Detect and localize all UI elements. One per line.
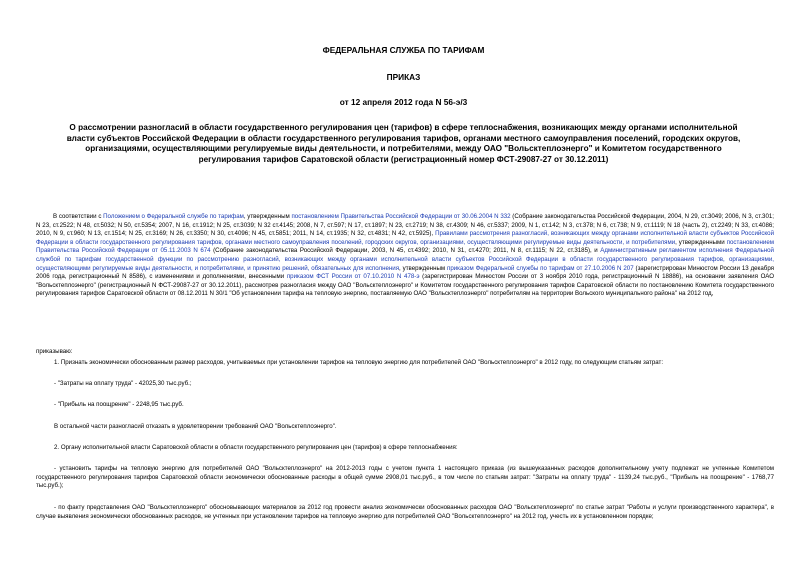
link-fst-order-207[interactable]: приказом Федеральной службы по тарифам от 27.10.2006 N 207 bbox=[447, 264, 634, 272]
order-item-profit-bonus: - "Прибыль на поощрение" - 2248,95 тыс.руб. bbox=[54, 401, 184, 408]
link-fst-order-478[interactable]: приказом ФСТ России от 07.10.2010 N 478-э bbox=[286, 273, 420, 281]
preamble-paragraph bbox=[36, 213, 774, 299]
link-dispute-rules[interactable]: Правилами рассмотрения разногласий, возникающих между органами исполнительной власти субъектов Российской Федерации в области государственного регулирования тарифов, органами местного самоуправления поселений, городских округов, организациями, осуществляющими регулируемые виды деятельности, и потребителями bbox=[36, 230, 775, 246]
link-government-resolution-332[interactable]: постановлением Правительства Российской Федерации от 30.06.2004 N 332 bbox=[291, 213, 511, 220]
document-date: от 12 апреля 2012 года N 56-э/3 bbox=[339, 97, 468, 107]
order-item-2: 2. Органу исполнительной власти Саратовской области в области государственного регулирования цен (тарифов) в сфере теплоснабжения: bbox=[54, 444, 458, 451]
order-item-analysis: - по факту представления ОАО "Вольсктеплоэнерго" обосновывающих материалов за 2012 год провести анализ экономически обоснованных расходов ОАО "Вольсктеплоэнерго" по статье затрат "Работы и услуги производственного характера", в случае выявления экономически обоснованных расходов, не учтенных при установлении тарифов на тепловую энергию для потребителей ОАО "Вольсктеплоэнерго" на 2012 год, учесть их в установленном порядке; bbox=[36, 504, 774, 520]
preamble-text-3: (Собрание законодательства Российской Федерации, 2004, N 29, ст.3049; 2006, N 3, ст.301; N 23, ст.2522; N 48, ст.5032; N 50, ст.5354; 2007, N 16, ст.1912; N 25, ст.3039; N 32 ст.4145; 2008, N 7, ст.597; N 17, ст.1897; N 23, ст.2719; N 38, ст.4309; N 46, ст.5337; 2009, N 1, ст.142; N 3, ст.378; N 6, ст.738; N 9, ст.1119; N 18 (часть 2), ст.2249; N 33, ст.4086; 2010, N 9, ст.960; N 13, ст.1514; N 25, ст.3169; N 26, ст.3350; N 30, ст.4096; N 45, ст.5851; 2011, N 14, ст.1935; N 32, ст.4831; N 42, ст.5925), bbox=[36, 213, 774, 238]
link-government-resolution-674[interactable]: постановлением Правительства Российской Федерации от 05.11.2003 N 674 bbox=[36, 238, 774, 255]
link-administrative-regulation[interactable]: Административным регламентом исполнения Федеральной службой по тарифам государственной функции по рассмотрению разногласий, возникающих между органами исполнительной власти субъектов Российской Федерации в области государственного регулирования тарифов, организациями, осуществляющими регулируемые виды деятельности, и потребителями, и принятию решений, обязательных для исполнения bbox=[36, 247, 774, 272]
document-type: ПРИКАЗ bbox=[386, 72, 421, 82]
orders-label: приказываю: bbox=[36, 348, 73, 355]
preamble-text-5: (Собрание законодательства Российской Федерации, 2003, N 45, ст.4392; 2010, N 31, ст.4270; 2011, N 8, ст.1115; N 22, ст.3185), и bbox=[210, 247, 601, 255]
preamble-text-6: , утвержденным bbox=[399, 264, 447, 272]
preamble-text-2: , утвержденным bbox=[243, 213, 292, 220]
preamble-text-1: В соответствии с bbox=[53, 213, 104, 220]
order-item-set-tariffs: - установить тарифы на тепловую энергию для потребителей ОАО "Вольсктеплоэнерго" на 2012-2013 годы с учетом пункта 1 настоящего приказа (из вышеуказанных расходов дополнительному учету подлежат не учтенные Комитетом государственного регулирования тарифов Саратовской области экономически обоснованные расходы в общей сумме 2908,01 тыс.руб., в том числе по статьям затрат: "Затраты на оплату труда" - 1139,24 тыс.руб., "Прибыль на поощрение" - 1768,77 тыс.руб.); bbox=[36, 465, 774, 490]
document-title: О рассмотрении разногласий в области государственного регулирования цен (тарифов) в сфере теплоснабжения, возникающих между органами исполнительной власти субъектов Российской Федерации в области государственного регулирования тарифов, органами местного самоуправления поселений, городских округов, организациями, осуществляющими регулируемые виды деятельности, и потребителями, между ОАО "Вольсктеплоэнерго" и Комитетом государственного регулирования тарифов Саратовской области (регистрационный номер ФСТ-29087-27 от 30.12.2011) bbox=[66, 123, 741, 164]
order-item-rejection: В остальной части разногласий отказать в удовлетворении требований ОАО "Вольсктеплоэнерго". bbox=[54, 423, 337, 430]
preamble-text-8: (зарегистрирован Минюстом России от 3 ноября 2010 года, регистрационный N 18886), на основании заявления ОАО "Вольсктеплоэнерго" (регистрационный N ФСТ-29087-27 от 30.12.2011), рассмотрев разногласия между ОАО "Вольсктеплоэнерго" и Комитетом государственного регулирования тарифов Саратовской области по постановлению Комитета государственного регулирования тарифов Саратовской области от 08.12.2011 N 30/1 "Об установлении тарифа на тепловую энергию, поставляемую ОАО "Вольсктеплоэнерго" потребителям на территории Вольского муниципального района" на 2012 год, bbox=[36, 273, 774, 298]
link-fst-regulation[interactable]: Положением о Федеральной службе по тарифам bbox=[103, 213, 244, 220]
preamble-text-4: , утвержденными bbox=[675, 238, 727, 246]
order-item-labor-costs: - "Затраты на оплату труда" - 42025,30 тыс.руб.; bbox=[54, 380, 192, 387]
order-item-1: 1. Признать экономически обоснованным размер расходов, учитываемых при установлении тарифов на тепловую энергию для потребителей ОАО "Вольсктеплоэнерго" в 2012 году, по следующим статьям затрат: bbox=[54, 359, 664, 366]
agency-name: ФЕДЕРАЛЬНАЯ СЛУЖБА ПО ТАРИФАМ bbox=[322, 45, 485, 55]
preamble-text-7: (зарегистрирован Минюстом России 13 декабря 2006 года, регистрационный N 8586), с изменениями и дополнениями, внесенными bbox=[36, 264, 774, 281]
